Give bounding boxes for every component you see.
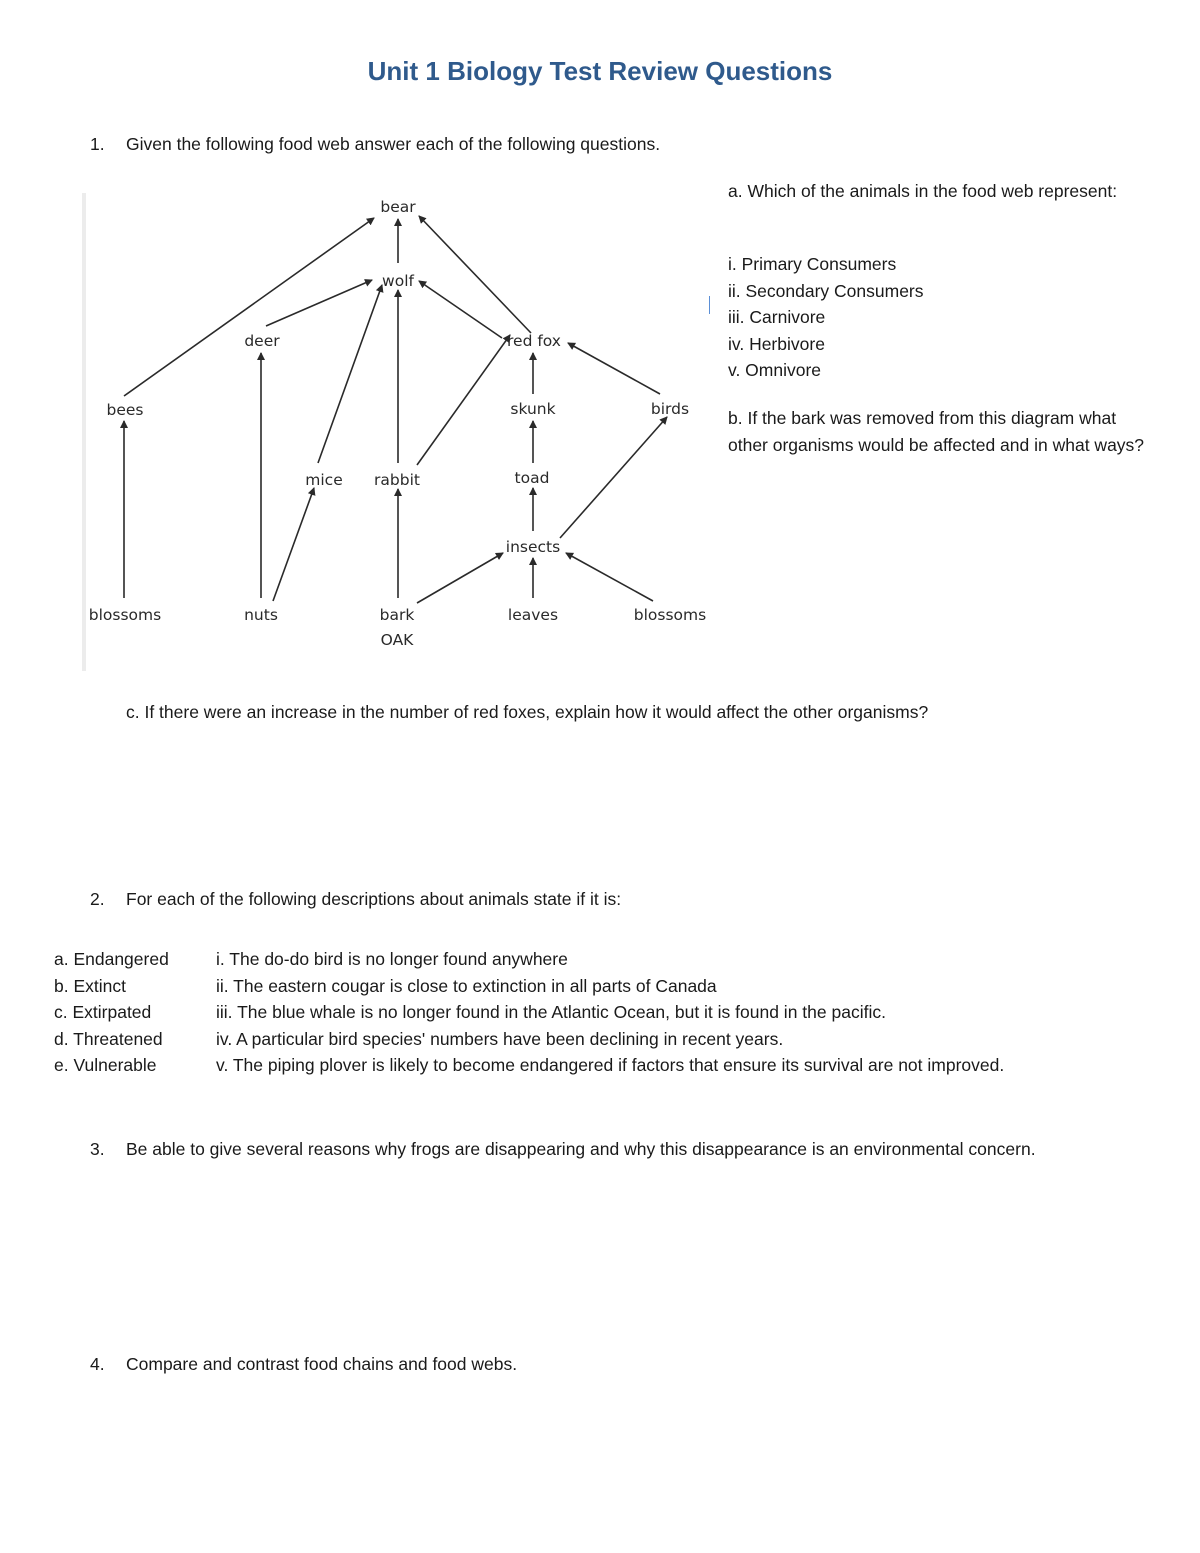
sub-item-herbivore: iv. Herbivore bbox=[728, 333, 825, 354]
sub-item-omnivore: v. Omnivore bbox=[728, 360, 822, 380]
question-3-number: 3. bbox=[90, 1139, 105, 1159]
question-1-number: 1. bbox=[90, 134, 105, 154]
arrow-deer-wolf bbox=[266, 280, 372, 326]
node-leaves: leaves bbox=[507, 606, 559, 624]
arrow-rabbit-redfox-visible bbox=[417, 335, 510, 465]
question-3-text: Be able to give several reasons why frogs are disappearing and why this disappearance is an environmental concern. bbox=[126, 1139, 1036, 1159]
arrow-insects-birds bbox=[560, 417, 667, 538]
question-4-text: Compare and contrast food chains and food webs. bbox=[126, 1354, 518, 1374]
question-2-number: 2. bbox=[90, 889, 105, 909]
node-birds: birds bbox=[650, 400, 690, 418]
arrow-redfox-bear bbox=[419, 216, 531, 333]
status-category-list bbox=[54, 946, 214, 1079]
sub-item-carnivore: iii. Carnivore bbox=[728, 307, 826, 327]
arrow-mice-wolf bbox=[318, 285, 382, 463]
question-1-part-c: c. If there were an increase in the number of red foxes, explain how it would affect the other organisms? bbox=[126, 702, 929, 722]
category-extirpated: c. Extirpated bbox=[54, 1002, 152, 1022]
node-bees: bees bbox=[106, 401, 144, 419]
description-item: iv. A particular bird species' numbers have been declining in recent years. bbox=[216, 1028, 784, 1049]
description-item: ii. The eastern cougar is close to extinction in all parts of Canada bbox=[216, 975, 717, 996]
category-vulnerable: e. Vulnerable bbox=[54, 1055, 157, 1075]
question-1-text: Given the following food web answer each of the following questions. bbox=[126, 134, 661, 154]
node-mice: mice bbox=[305, 471, 343, 489]
node-bear: bear bbox=[380, 198, 416, 216]
sub-item-primary-consumers: i. Primary Consumers bbox=[728, 254, 897, 274]
node-blossoms-right: blossoms bbox=[633, 606, 707, 624]
node-skunk: skunk bbox=[510, 400, 556, 418]
description-item: v. The piping plover is likely to become endangered if factors that ensure its survival are not improved. bbox=[216, 1055, 1005, 1075]
question-4-number: 4. bbox=[90, 1354, 105, 1374]
question-1-part-a: a. Which of the animals in the food web represent: bbox=[728, 181, 1118, 201]
page-title: Unit 1 Biology Test Review Questions bbox=[367, 56, 833, 86]
node-oak: OAK bbox=[380, 631, 414, 649]
question-2-text: For each of the following descriptions about animals state if it is: bbox=[126, 889, 622, 909]
question-1-part-b: b. If the bark was removed from this diagram what other organisms would be affected and in what ways? bbox=[728, 408, 1145, 455]
node-wolf: wolf bbox=[382, 272, 414, 290]
category-endangered: a. Endangered bbox=[54, 949, 169, 969]
node-bark: bark bbox=[379, 606, 415, 624]
arrow-nuts-mice bbox=[273, 488, 314, 601]
node-insects: insects bbox=[505, 538, 561, 556]
diagram-edge bbox=[82, 193, 86, 671]
description-item: i. The do-do bird is no longer found anywhere bbox=[216, 949, 568, 969]
node-red-fox: red fox bbox=[507, 332, 561, 350]
question-1-sub-list bbox=[728, 251, 1148, 384]
node-nuts: nuts bbox=[244, 606, 278, 624]
node-blossoms-left: blossoms bbox=[88, 606, 162, 624]
arrow-bees-bear bbox=[124, 218, 374, 396]
arrow-blossoms-insects bbox=[566, 553, 653, 601]
food-web-diagram bbox=[82, 193, 710, 671]
arrow-birds-redfox bbox=[568, 343, 660, 394]
category-extinct: b. Extinct bbox=[54, 975, 126, 996]
sub-item-secondary-consumers: ii. Secondary Consumers bbox=[728, 280, 924, 301]
category-threatened: d. Threatened bbox=[54, 1028, 163, 1049]
description-list bbox=[216, 946, 1176, 1079]
description-item: iii. The blue whale is no longer found in the Atlantic Ocean, but it is found in the pacific. bbox=[216, 1002, 886, 1022]
node-deer: deer bbox=[244, 332, 280, 350]
node-toad: toad bbox=[514, 469, 550, 487]
text-cursor bbox=[709, 296, 710, 314]
node-rabbit: rabbit bbox=[374, 471, 420, 489]
arrow-bark-insects bbox=[417, 553, 503, 603]
